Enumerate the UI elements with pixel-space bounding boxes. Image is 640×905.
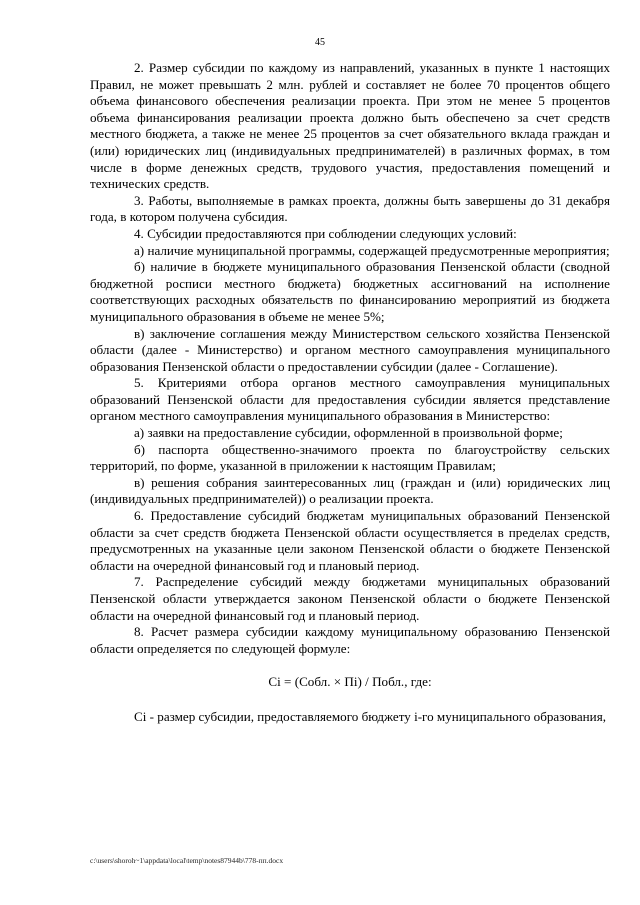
paragraph-criteria-intro: 5. Критериями отбора органов местного самоуправления муниципальных образований Пензенской области для предоставления субсидии является представление органом местного самоуправления муниципального образования в Министерство:	[90, 375, 610, 424]
paragraph-distribution: 7. Распределение субсидий между бюджетами муниципальных образований Пензенской области утверждается законом Пензенской области о бюджете Пензенской области на очередной финансовый год и плановый период.	[90, 574, 610, 623]
paragraph-works-deadline: 3. Работы, выполняемые в рамках проекта, должны быть завершены до 31 декабря года, в котором получена субсидия.	[90, 192, 610, 225]
paragraph-provision: 6. Предоставление субсидий бюджетам муниципальных образований Пензенской области за счет средств бюджета Пензенской области осуществляется в пределах средств, предусмотренных на указанные цели законом Пензенской области о бюджете Пензенской области на очередной финансовый год и плановый период.	[90, 508, 610, 573]
paragraph-criteria-a: а) заявки на предоставление субсидии, оформленной в произвольной форме;	[134, 425, 563, 441]
page-number: 45	[315, 37, 325, 48]
footer-file-path: c:\users\shoroh~1\appdata\local\temp\notes87944b\778-пп.docx	[90, 856, 284, 865]
paragraph-criteria-c: в) решения собрания заинтересованных лиц (граждан и (или) юридических лиц (индивидуальных предпринимателей)) о реализации проекта.	[90, 474, 610, 507]
document-body	[90, 60, 610, 726]
paragraph-conditions-intro: 4. Субсидии предоставляются при соблюдении следующих условий:	[134, 225, 517, 241]
paragraph-criteria-b: б) паспорта общественно-значимого проекта по благоустройству сельских территорий, по форме, указанной в приложении к настоящим Правилам;	[90, 441, 610, 474]
paragraph-condition-c: в) заключение соглашения между Министерством сельского хозяйства Пензенской области (далее - Министерство) и органом местного самоуправления муниципального образования Пензенской области о предоставлении субсидии (далее - Соглашение).	[90, 325, 610, 374]
paragraph-subsidy-size: 2. Размер субсидии по каждому из направлений, указанных в пункте 1 настоящих Правил, не может превышать 2 млн. рублей и составляет не более 70 процентов общего объема финансового обеспечения реализации проекта. При этом не менее 5 процентов объема финансирования реализации проекта должно быть обеспечено за счет средств местного бюджета, а также не менее 25 процентов за счет обязательного вклада граждан и (или) юридических лиц (индивидуальных предпринимателей) в различных формах, в том числе в форме денежных средств, трудового участия, предоставления помещений и технических средств.	[90, 60, 610, 192]
paragraph-condition-b: б) наличие в бюджете муниципального образования Пензенской области (сводной бюджетной росписи местного бюджета) бюджетных ассигнований на исполнение соответствующих расходных обязательств по финансированию мероприятий из бюджета муниципального образования в объеме не менее 5%;	[90, 259, 610, 324]
paragraph-definition: Ci - размер субсидии, предоставляемого бюджету i-го муниципального образования,	[134, 708, 606, 724]
subsidy-formula: Ci = (Собл. × Пi) / Побл., где:	[268, 674, 432, 690]
paragraph-calculation: 8. Расчет размера субсидии каждому муниципальному образованию Пензенской области определяется по следующей формуле:	[90, 624, 610, 656]
paragraph-condition-a: а) наличие муниципальной программы, содержащей предусмотренные мероприятия;	[134, 242, 610, 258]
